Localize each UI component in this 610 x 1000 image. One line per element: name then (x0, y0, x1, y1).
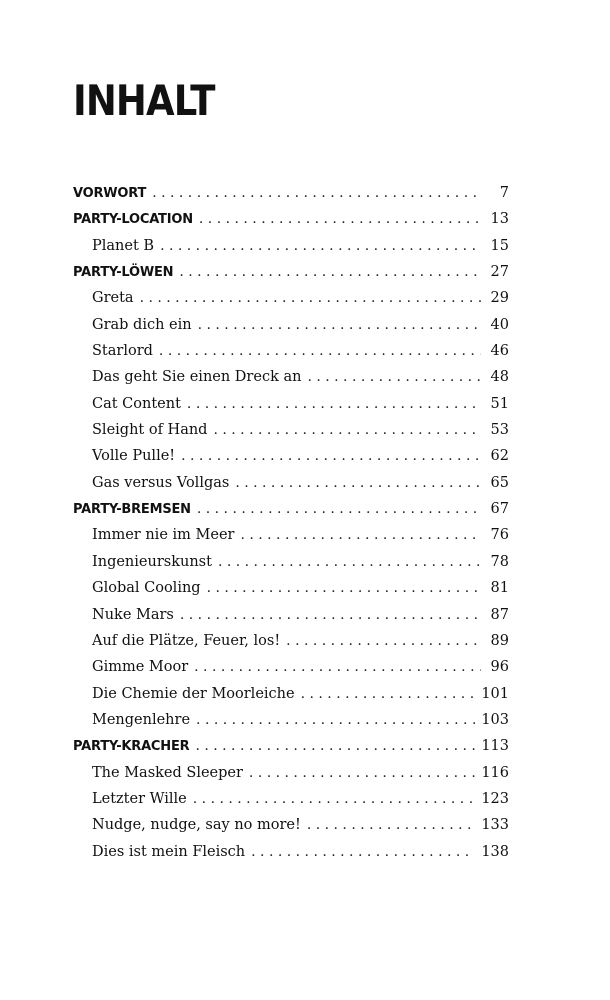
toc-entry-title: Mengenlehre (92, 711, 191, 728)
toc-entry-title: Immer nie im Meer (92, 527, 235, 544)
dot-leader (187, 391, 481, 417)
toc-entry-title: Cat Content (92, 395, 181, 412)
dot-leader (207, 575, 481, 601)
toc-page-number: 123 (481, 790, 509, 807)
toc-page-number: 48 (490, 369, 509, 386)
toc-section-entry (73, 681, 509, 707)
dot-leader (193, 786, 476, 812)
dot-leader (240, 522, 481, 548)
toc-entry-title: Sleight of Hand (92, 422, 208, 439)
toc-page-number: 87 (490, 606, 509, 623)
toc-entry-title: Auf die Plätze, Feuer, los! (92, 632, 281, 649)
toc-page-number: 62 (490, 448, 509, 465)
toc-chapter-entry (73, 259, 509, 285)
toc-page-number: 27 (490, 264, 509, 281)
toc-section-entry (73, 575, 509, 601)
dot-leader (307, 812, 475, 838)
toc-section-entry (73, 233, 509, 259)
toc-entry-title: Das geht Sie einen Dreck an (92, 369, 302, 386)
dot-leader (198, 312, 481, 338)
toc-section-entry (73, 839, 509, 865)
toc-entry-title: Gas versus Vollgas (92, 474, 230, 491)
toc-section-entry (73, 443, 509, 469)
toc-entry-title: Nudge, nudge, say no more! (92, 817, 301, 834)
toc-section-entry (73, 312, 509, 338)
toc-entry-title: Gimme Moor (92, 659, 189, 676)
toc-page-number: 78 (490, 553, 509, 570)
toc-section-entry (73, 470, 509, 496)
toc-entry-title: Nuke Mars (92, 606, 174, 623)
toc-chapter-entry (73, 206, 509, 232)
toc-page-number: 138 (481, 843, 509, 860)
toc-entry-title: Die Chemie der Moorleiche (92, 685, 295, 702)
dot-leader (213, 417, 481, 443)
dot-leader (195, 733, 475, 759)
toc-page-number: 15 (490, 237, 509, 254)
toc-entry-title: Volle Pulle! (92, 448, 176, 465)
toc-section-entry (73, 285, 509, 311)
dot-leader (196, 707, 475, 733)
toc-chapter-entry (73, 496, 509, 522)
toc-section-entry (73, 549, 509, 575)
toc-page-number: 101 (481, 685, 509, 702)
toc-entry-title: The Masked Sleeper (92, 764, 243, 781)
toc-page-number: 29 (490, 290, 509, 307)
toc-entry-title: Greta (92, 290, 134, 307)
toc-page-number: 65 (490, 474, 509, 491)
toc-section-entry (73, 812, 509, 838)
dot-leader (160, 233, 481, 259)
toc-page-number: 96 (490, 659, 509, 676)
toc-entry-title: Starlord (92, 343, 153, 360)
toc-section-entry (73, 522, 509, 548)
dot-leader (286, 628, 481, 654)
toc-page-number: 81 (490, 580, 509, 597)
dot-leader (179, 259, 481, 285)
table-of-contents (73, 180, 509, 865)
toc-entry-title: Letzter Wille (92, 790, 187, 807)
toc-page-number: 53 (490, 422, 509, 439)
toc-section-entry (73, 338, 509, 364)
dot-leader (140, 285, 481, 311)
toc-page-number: 67 (490, 501, 509, 518)
toc-entry-title: Planet B (92, 237, 155, 254)
toc-section-entry (73, 654, 509, 680)
toc-entry-title: PARTY-KRACHER (73, 739, 190, 755)
toc-page-number: 133 (481, 817, 509, 834)
dot-leader (235, 470, 481, 496)
toc-entry-title: Ingenieurskunst (92, 553, 212, 570)
dot-leader (218, 549, 481, 575)
dot-leader (159, 338, 481, 364)
dot-leader (301, 681, 476, 707)
dot-leader (197, 496, 481, 522)
dot-leader (194, 654, 481, 680)
toc-entry-title: PARTY-LOCATION (73, 212, 193, 228)
toc-page-number: 89 (490, 632, 509, 649)
toc-page-number: 7 (499, 185, 509, 201)
dot-leader (181, 443, 481, 469)
toc-section-entry (73, 760, 509, 786)
toc-section-entry (73, 417, 509, 443)
toc-section-entry (73, 364, 509, 390)
toc-section-entry (73, 786, 509, 812)
toc-page-number: 76 (490, 527, 509, 544)
toc-section-entry (73, 602, 509, 628)
toc-entry-title: Dies ist mein Fleisch (92, 843, 246, 860)
toc-page-number: 103 (481, 711, 509, 728)
page-title: INHALT (73, 76, 215, 125)
toc-page-number: 46 (490, 343, 509, 360)
toc-entry-title: PARTY-LÖWEN (73, 265, 174, 281)
toc-page-number: 40 (490, 316, 509, 333)
toc-section-entry (73, 707, 509, 733)
toc-page-number: 116 (481, 764, 509, 781)
toc-page-number: 13 (490, 211, 509, 228)
dot-leader (251, 839, 475, 865)
toc-page-number: 51 (490, 395, 509, 412)
toc-chapter-entry (73, 180, 509, 206)
dot-leader (307, 364, 481, 390)
toc-entry-title: Grab dich ein (92, 316, 192, 333)
toc-entry-title: VORWORT (73, 186, 147, 201)
dot-leader (199, 206, 481, 232)
toc-chapter-entry (73, 733, 509, 759)
toc-section-entry (73, 391, 509, 417)
dot-leader (249, 760, 475, 786)
toc-entry-title: PARTY-BREMSEN (73, 502, 191, 518)
toc-section-entry (73, 628, 509, 654)
dot-leader (180, 602, 481, 628)
toc-entry-title: Global Cooling (92, 580, 201, 597)
toc-page-number: 113 (481, 738, 509, 755)
dot-leader (152, 180, 481, 206)
